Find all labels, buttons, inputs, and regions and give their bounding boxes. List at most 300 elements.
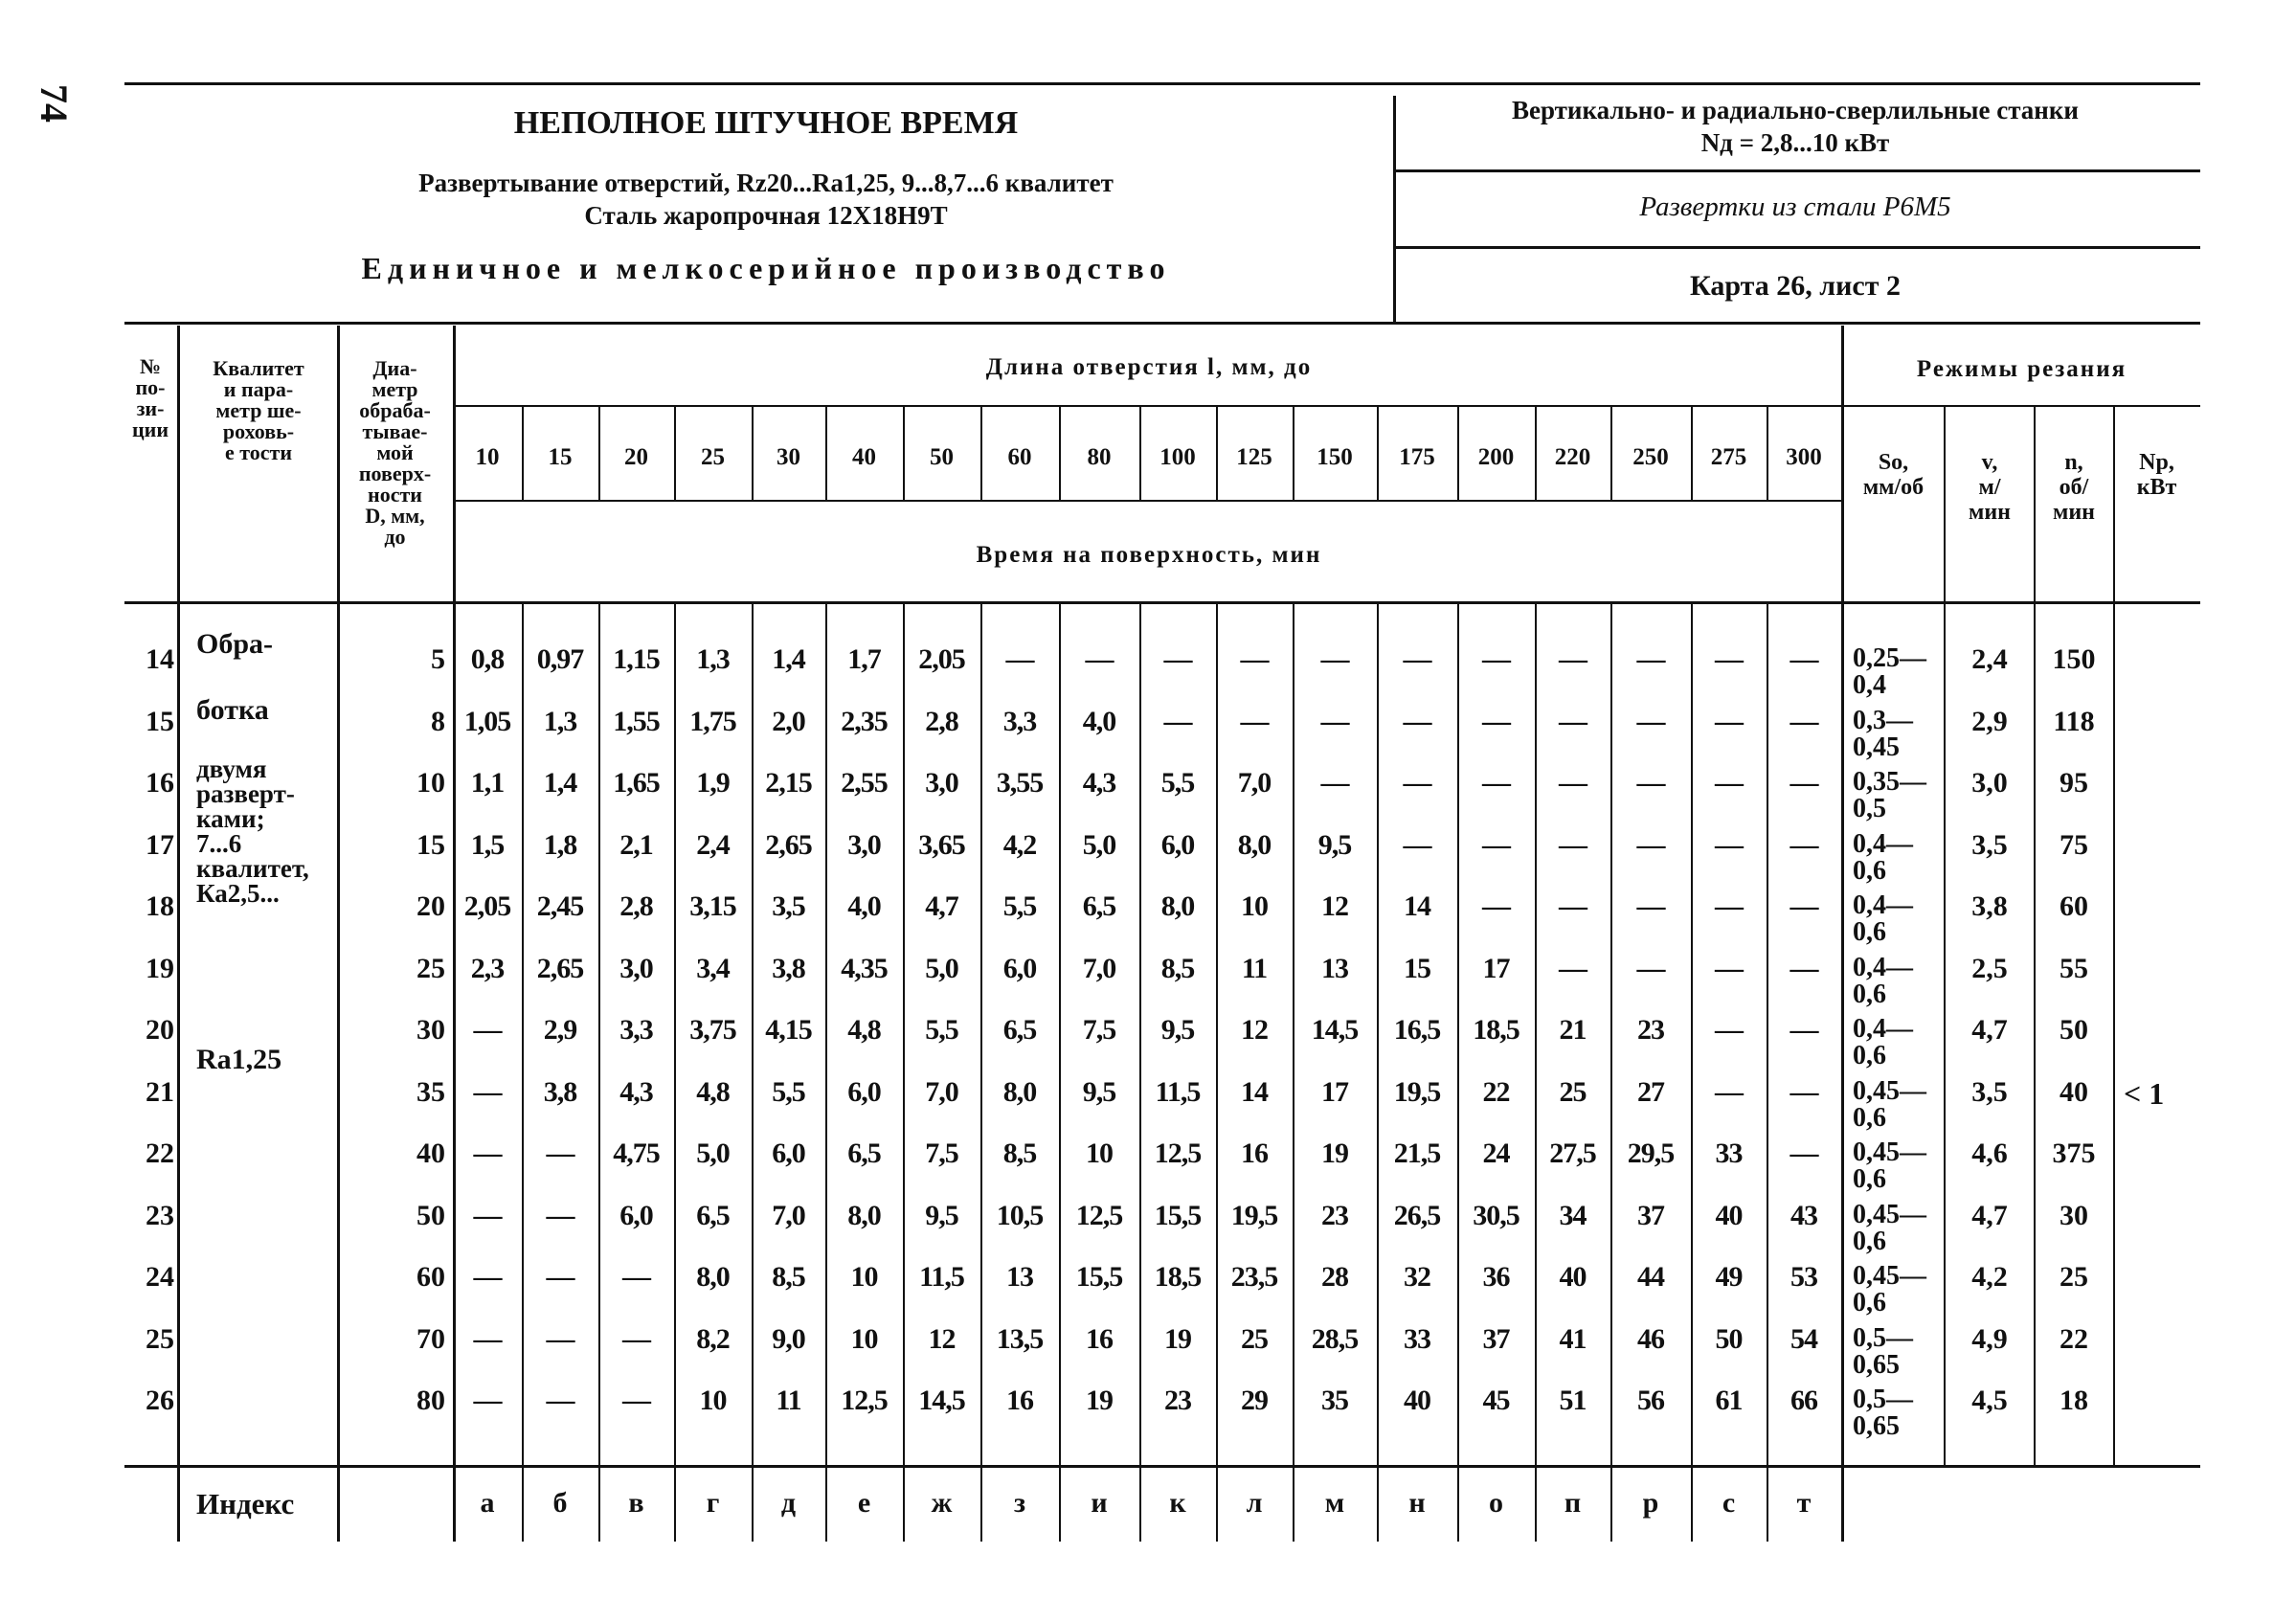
time-cell: 14 [1404,890,1430,922]
col-diam-l1: Диа- [372,356,417,380]
row-speed: 4,6 [1971,1137,2008,1169]
row-feed-line-0: 0,35— [1853,767,1926,797]
time-cell: — [473,1385,502,1416]
time-cell: 2,15 [765,767,812,799]
tool-material: Развертки из стали Р6М5 [1639,191,1951,222]
row-rpm: 22 [2060,1322,2088,1355]
vline-len-0 [453,326,456,1542]
modes-header: Режимы резания [1916,356,2127,382]
row-feed-line-1: 0,65 [1853,1349,1900,1380]
row-rpm: 95 [2060,767,2088,799]
time-cell: 21,5 [1393,1137,1441,1169]
time-cell: 22 [1482,1075,1510,1108]
col-quality-l2: и пара- [223,377,294,401]
time-cell: 2,65 [765,828,812,861]
time-cell: 7,5 [925,1137,958,1169]
time-cell: 12,5 [1075,1199,1123,1231]
time-cell: 7,0 [772,1199,805,1231]
length-col-275: 275 [1710,444,1747,470]
time-cell: 16 [1086,1322,1113,1355]
time-cell: 2,4 [696,828,730,861]
time-cell: 15,5 [1154,1199,1202,1231]
row-pos: 17 [146,828,174,861]
np-value: < 1 [2124,1076,2165,1111]
row-speed: 2,4 [1971,643,2008,675]
row-rpm: 118 [2053,705,2095,737]
time-cell: 18,5 [1154,1261,1202,1293]
length-col-10: 10 [475,444,500,470]
length-col-25: 25 [701,444,725,470]
time-cell: 4,35 [841,952,888,984]
row-rpm: 55 [2060,952,2088,984]
index-letter: л [1246,1487,1263,1519]
time-cell: 4,7 [925,890,958,922]
time-cell: 44 [1637,1261,1664,1293]
col-diam-l7: ности [368,483,422,507]
time-cell: 3,55 [996,767,1044,799]
time-cell: — [1790,1075,1818,1108]
row-pos: 14 [146,643,174,675]
row-feed-line-0: 0,4— [1853,828,1913,859]
page-title: НЕПОЛНОЕ ШТУЧНОЕ ВРЕМЯ [513,105,1019,141]
row-feed [1853,1386,1913,1440]
time-cell: — [473,1014,502,1046]
row-feed [1853,769,1926,822]
index-letter: ж [931,1487,953,1519]
time-cell: 5,0 [925,952,958,984]
row-pos: 16 [146,767,174,799]
time-cell: — [1320,643,1349,675]
time-cell: 43 [1790,1199,1817,1231]
time-cell: — [473,1199,502,1231]
index-letter: г [706,1487,720,1519]
index-letter: в [628,1487,644,1519]
header-divider [1393,96,1396,322]
time-cell: 16 [1241,1137,1268,1169]
time-cell: 13 [1321,952,1348,984]
time-cell: 5,0 [696,1137,730,1169]
row-speed: 3,8 [1971,890,2008,922]
time-cell: — [546,1385,574,1416]
row-feed-line-1: 0,45 [1853,732,1900,762]
time-cell: 8,5 [772,1261,805,1293]
time-cell: 15,5 [1075,1261,1123,1293]
time-cell: 9,5 [925,1199,958,1231]
time-cell: 6,0 [772,1137,805,1169]
col-pos-l1: № [139,354,162,378]
time-cell: 3,0 [847,828,881,861]
time-cell: 24 [1482,1137,1510,1169]
time-cell: 32 [1404,1261,1430,1293]
row-feed-line-0: 0,4— [1853,952,1913,982]
time-cell: — [546,1322,574,1355]
index-letter: н [1408,1487,1426,1519]
col-diam-header [340,358,450,548]
time-cell: 18,5 [1473,1014,1519,1046]
time-cell: 6,0 [1160,828,1195,861]
time-cell: 13 [1006,1261,1033,1293]
row-diameter: 5 [431,643,445,675]
time-cell: 17 [1321,1075,1348,1108]
time-cell: 10 [850,1322,878,1355]
time-cell: 56 [1637,1385,1664,1416]
time-cell: — [1005,643,1034,675]
time-cell: — [1403,828,1431,861]
row-diameter: 20 [416,890,445,922]
row-feed-line-0: 0,45— [1853,1075,1926,1106]
time-cell: 50 [1715,1322,1743,1355]
time-cell: 1,9 [696,767,730,799]
time-cell: 1,1 [470,767,505,799]
length-col-125: 125 [1236,444,1272,470]
index-letter: р [1642,1487,1659,1519]
time-cell: — [1790,767,1818,799]
time-cell: 19,5 [1230,1199,1278,1231]
time-cell: 6,0 [1002,952,1037,984]
time-cell: — [1790,643,1818,675]
time-cell: 3,4 [696,952,730,984]
quality-l5: ками; [196,804,265,833]
time-cell: 5,5 [925,1014,958,1046]
length-col-175: 175 [1399,444,1435,470]
time-cell: 3,0 [619,952,653,984]
time-cell: — [1559,828,1587,861]
time-cell: 26,5 [1393,1199,1441,1231]
time-cell: 11 [776,1385,801,1416]
row-feed-line-1: 0,5 [1853,794,1886,823]
row-rpm: 150 [2052,643,2096,675]
time-cell: 37 [1637,1199,1664,1231]
time-cell: 7,0 [1237,767,1272,799]
quality-block [196,756,309,906]
time-cell: 40 [1715,1199,1743,1231]
row-speed: 4,7 [1971,1199,2008,1231]
row-feed [1853,645,1926,699]
time-cell: 28,5 [1311,1322,1359,1355]
time-cell: — [1482,890,1510,922]
time-cell: 12 [1241,1014,1268,1046]
time-cell: — [1790,828,1818,861]
time-cell: 12,5 [1154,1137,1202,1169]
row-diameter: 70 [416,1322,445,1355]
index-letter: д [780,1487,797,1519]
row-feed-line-1: 0,65 [1853,1411,1900,1441]
row-diameter: 8 [431,705,445,737]
col-diam-l4: тывае- [362,419,428,443]
col-diam-l9: до [384,525,406,549]
row-feed-line-0: 0,5— [1853,1322,1913,1353]
time-cell: 25 [1241,1322,1268,1355]
time-cell: — [1715,643,1743,675]
row-diameter: 30 [416,1014,445,1046]
time-cell: 40 [1559,1261,1587,1293]
row-feed [1853,1263,1926,1317]
row-diameter: 10 [416,767,445,799]
index-label: Индекс [196,1487,295,1520]
col-diam-l3: обраба- [359,398,431,422]
time-cell: 37 [1482,1322,1510,1355]
row-feed-line-0: 0,3— [1853,705,1913,735]
time-cell: 3,0 [925,767,958,799]
col-v-l2: м/ [1978,475,2001,500]
row-speed: 2,9 [1971,705,2008,737]
col-pos-header [126,356,174,440]
row-feed [1853,892,1913,946]
time-cell: 1,4 [772,643,805,675]
time-cell: — [473,1137,502,1169]
time-cell: 3,15 [689,890,736,922]
row-pos: 20 [146,1014,174,1046]
time-cell: 28 [1321,1261,1348,1293]
row-speed: 4,5 [1971,1385,2008,1416]
quality-l9: Ra1,25 [196,1044,282,1075]
time-cell: 8,0 [847,1199,881,1231]
row-feed [1853,828,1913,886]
col-n-l1: n, [2064,450,2083,475]
time-cell: 11 [1241,952,1268,984]
time-cell: 6,5 [1002,1014,1037,1046]
row-feed-line-1: 0,6 [1853,1164,1886,1194]
time-cell: 3,3 [619,1014,653,1046]
time-cell: 8,0 [1237,828,1272,861]
time-cell: 53 [1790,1261,1817,1293]
col-diam-l2: метр [371,377,418,401]
index-letter: и [1091,1487,1108,1519]
row-feed [1853,952,1913,1009]
col-so-l1: So, [1878,450,1909,475]
time-cell: 4,2 [1002,828,1037,861]
time-cell: 5,5 [1160,767,1195,799]
col-quality-l1: Квалитет [213,356,304,380]
row-pos: 19 [146,952,174,984]
time-cell: 1,05 [463,705,511,737]
top-rule [124,82,2200,85]
row-rpm: 50 [2060,1014,2088,1046]
time-cell: 30,5 [1473,1199,1519,1231]
time-cell: 1,55 [613,705,660,737]
time-cell: 23,5 [1230,1261,1278,1293]
time-cell: 12 [928,1322,956,1355]
index-letter: с [1722,1487,1736,1519]
row-feed-line-0: 0,45— [1853,1261,1926,1291]
time-cell: 23 [1321,1199,1348,1231]
row-feed-line-1: 0,6 [1853,979,1886,1009]
time-cell: 8,5 [1160,952,1195,984]
quality-l6: 7...6 [196,829,242,858]
length-col-60: 60 [1007,444,1032,470]
table-body-rule [124,1465,2200,1468]
index-letter: т [1796,1487,1812,1519]
row-feed-line-1: 0,6 [1853,1102,1886,1133]
time-cell: 4,3 [1082,767,1116,799]
time-cell: 4,8 [696,1075,730,1108]
length-col-20: 20 [624,444,648,470]
row-feed-line-1: 0,6 [1853,917,1886,947]
time-cell: — [546,1199,574,1231]
time-cell: 34 [1559,1199,1587,1231]
time-cell: 29 [1241,1385,1268,1416]
time-cell: 29,5 [1627,1137,1675,1169]
row-rpm: 375 [2052,1137,2096,1169]
time-cell: 46 [1637,1322,1664,1355]
row-rpm: 30 [2060,1199,2088,1231]
length-col-150: 150 [1317,444,1353,470]
time-cell: 2,3 [470,952,505,984]
time-cell: — [473,1261,502,1293]
time-cell: 8,5 [1002,1137,1037,1169]
time-cell: 61 [1715,1385,1743,1416]
time-cell: 2,9 [543,1014,577,1046]
time-cell: — [1403,767,1431,799]
time-cell: — [1482,828,1510,861]
time-cell: — [1636,643,1665,675]
time-cell: 1,3 [696,643,730,675]
row-speed: 4,7 [1971,1014,2008,1046]
time-cell: 17 [1482,952,1510,984]
header-rule-2 [1396,246,2200,249]
time-cell: 54 [1790,1322,1817,1355]
col-diam-l6: поверх- [358,462,432,485]
time-cell: 6,0 [619,1199,653,1231]
time-cell: — [1636,767,1665,799]
row-feed-line-1: 0,6 [1853,1226,1886,1256]
row-pos: 23 [146,1199,174,1231]
time-cell: 1,5 [470,828,505,861]
time-cell: 12,5 [841,1385,888,1416]
length-subrule [453,405,2200,407]
col-v-l1: v, [1981,450,1998,475]
length-col-200: 200 [1477,444,1515,470]
time-cell: 27 [1637,1075,1664,1108]
row-feed-line-0: 0,5— [1853,1385,1913,1414]
time-cell: 8,0 [696,1261,730,1293]
time-cell: 0,8 [470,643,505,675]
time-cell: 10 [1241,890,1268,922]
index-letter: м [1324,1487,1345,1519]
col-np-header [2116,450,2197,500]
index-letter: а [480,1487,495,1519]
time-cell: — [1636,705,1665,737]
time-cell: 6,5 [696,1199,730,1231]
time-cell: — [1790,705,1818,737]
row-diameter: 25 [416,952,445,984]
time-cell: 33 [1404,1322,1430,1355]
col-pos-l4: ции [131,417,169,441]
time-cell: 19,5 [1393,1075,1441,1108]
subtitle-line1: Развертывание отверстий, Rz20...Ra1,25, 9...8,7...6 квалитет [418,169,1114,197]
time-cell: — [1636,952,1665,984]
quality-l4: разверт- [196,779,295,808]
row-feed-line-1: 0,6 [1853,1041,1886,1070]
time-cell: 66 [1790,1385,1817,1416]
length-col-300: 300 [1786,444,1822,470]
index-letter: е [857,1487,871,1519]
time-cell: 36 [1482,1261,1510,1293]
col-quality-l4: роховь- [222,419,295,443]
time-cell: 41 [1559,1322,1587,1355]
time-cell: — [1715,1014,1743,1046]
time-cell: 35 [1321,1385,1348,1416]
time-cell: 2,8 [925,705,958,737]
row-feed-line-0: 0,4— [1853,1014,1913,1044]
time-cell: 6,5 [847,1137,881,1169]
time-cell: — [1715,890,1743,922]
col-v-l3: мин [1968,500,2011,525]
index-letter: з [1013,1487,1026,1519]
time-cell: — [1790,1014,1818,1046]
length-col-100: 100 [1159,444,1196,470]
time-cell: 9,5 [1160,1014,1195,1046]
time-cell: 13,5 [996,1322,1044,1355]
row-speed: 3,5 [1971,1075,2008,1108]
time-cell: — [1559,767,1587,799]
vline-len-18 [1841,326,1844,1542]
time-cell: — [1715,705,1743,737]
row-feed [1853,1016,1913,1070]
time-cell: — [1482,643,1510,675]
time-cell: 45 [1482,1385,1510,1416]
time-cell: — [1790,952,1818,984]
time-cell: — [1715,952,1743,984]
row-feed [1853,1075,1926,1133]
time-cell: — [1320,705,1349,737]
index-letter: п [1564,1487,1582,1519]
time-cell: 2,0 [772,705,805,737]
time-cell: — [622,1322,650,1355]
time-cell: 23 [1637,1014,1664,1046]
time-cell: 2,35 [841,705,888,737]
time-cell: 2,05 [463,890,511,922]
row-speed: 4,2 [1971,1261,2008,1293]
col-diam-l8: D, мм, [365,504,425,528]
time-cell: — [473,1075,502,1108]
row-diameter: 80 [416,1385,445,1416]
time-cell: 3,75 [689,1014,736,1046]
quality-l8: Ка2,5... [196,879,280,908]
length-col-30: 30 [777,444,800,470]
time-cell: 9,5 [1082,1075,1116,1108]
col-quality-l3: метр ше- [215,398,302,422]
time-cell: 11,5 [1155,1075,1201,1108]
row-speed: 3,5 [1971,828,2008,861]
time-cell: 16,5 [1393,1014,1441,1046]
row-pos: 18 [146,890,174,922]
vline-modes-0 [1944,407,1946,1465]
time-cell: 3,8 [543,1075,577,1108]
time-cell: 1,8 [543,828,577,861]
time-cell: 4,0 [847,890,881,922]
col-np-l2: кВт [2136,475,2177,500]
time-cell: 5,5 [1002,890,1037,922]
time-cell: 19 [1164,1322,1191,1355]
length-col-220: 220 [1554,444,1591,470]
time-cell: 10 [699,1385,727,1416]
row-pos: 22 [146,1137,174,1169]
row-diameter: 35 [416,1075,445,1108]
time-cell: — [1636,890,1665,922]
row-feed-line-0: 0,4— [1853,890,1913,920]
row-feed [1853,1322,1913,1380]
time-cell: 49 [1715,1261,1743,1293]
time-cell: 2,05 [918,643,965,675]
length-col-15: 15 [548,444,573,470]
col-pos-l2: по- [135,375,166,399]
time-cell: 4,15 [765,1014,812,1046]
index-letter: о [1489,1487,1503,1519]
time-cell: — [1715,1075,1743,1108]
machine-line2: Nд = 2,8...10 кВт [1700,128,1890,157]
row-diameter: 15 [416,828,445,861]
